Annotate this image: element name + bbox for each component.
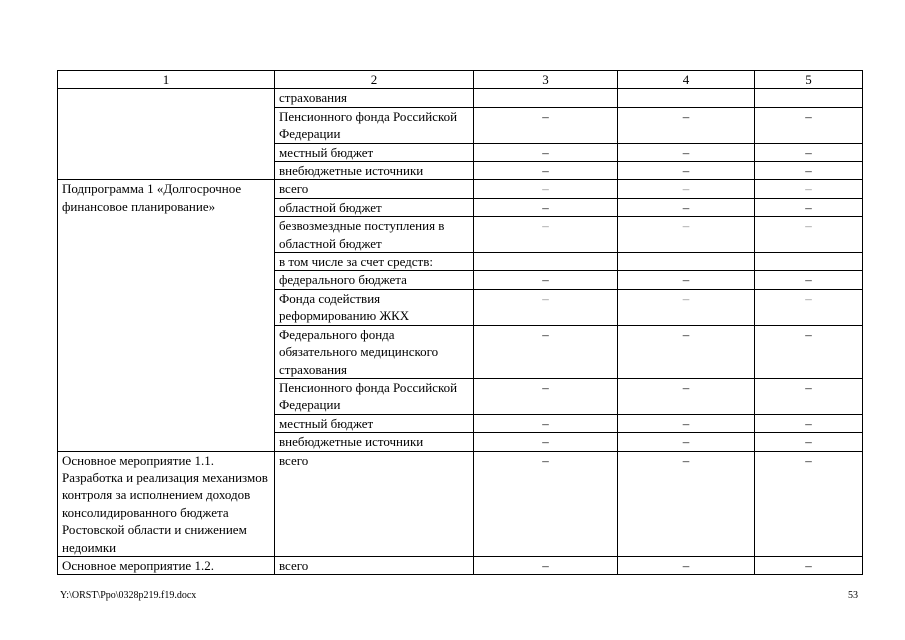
funding-source-cell: федерального бюджета xyxy=(275,271,474,289)
value-cell: – xyxy=(474,556,618,574)
column-header: 2 xyxy=(275,71,474,89)
funding-source-cell: внебюджетные источники xyxy=(275,433,474,451)
value-cell: – xyxy=(474,143,618,161)
value-cell: – xyxy=(755,217,863,253)
value-cell: – xyxy=(755,433,863,451)
value-cell: – xyxy=(755,107,863,143)
value-cell: – xyxy=(755,414,863,432)
value-cell: – xyxy=(755,271,863,289)
funding-source-cell: Пенсионного фонда Российской Федерации xyxy=(275,107,474,143)
program-name-cell: Основное мероприятие 1.1. Разработка и реализация механизмов контроля за исполнением доходов консолидированного бюджета Ростовской области и снижением недоимки xyxy=(58,451,275,556)
value-cell xyxy=(474,253,618,271)
value-cell: – xyxy=(755,325,863,378)
table-row xyxy=(58,89,863,107)
value-cell xyxy=(618,253,755,271)
value-cell: – xyxy=(618,198,755,216)
value-cell xyxy=(755,89,863,107)
budget-table xyxy=(57,70,863,575)
column-header: 1 xyxy=(58,71,275,89)
program-name-cell: Подпрограмма 1 «Долгосрочное финансовое планирование» xyxy=(58,180,275,451)
funding-source-cell: Фонда содействия реформированию ЖКХ xyxy=(275,289,474,325)
funding-source-cell: местный бюджет xyxy=(275,414,474,432)
value-cell: – xyxy=(474,378,618,414)
funding-source-cell: в том числе за счет средств: xyxy=(275,253,474,271)
funding-source-cell: местный бюджет xyxy=(275,143,474,161)
value-cell: – xyxy=(755,198,863,216)
value-cell: – xyxy=(755,180,863,198)
value-cell: – xyxy=(618,378,755,414)
value-cell: – xyxy=(618,325,755,378)
value-cell: – xyxy=(474,433,618,451)
funding-source-cell: внебюджетные источники xyxy=(275,162,474,180)
program-name-cell: Основное мероприятие 1.2. xyxy=(58,556,275,574)
funding-source-cell: Федерального фонда обязательного медицинского страхования xyxy=(275,325,474,378)
value-cell: – xyxy=(755,289,863,325)
value-cell: – xyxy=(474,451,618,556)
footer-file-path: Y:\ORST\Ppo\0328p219.f19.docx xyxy=(60,590,197,601)
value-cell: – xyxy=(755,556,863,574)
funding-source-cell: всего xyxy=(275,180,474,198)
value-cell: – xyxy=(474,107,618,143)
value-cell: – xyxy=(474,271,618,289)
value-cell: – xyxy=(618,143,755,161)
value-cell: – xyxy=(618,556,755,574)
header-row xyxy=(58,71,863,89)
value-cell: – xyxy=(755,162,863,180)
value-cell: – xyxy=(474,180,618,198)
value-cell: – xyxy=(474,325,618,378)
page-number: 53 xyxy=(848,590,858,601)
value-cell: – xyxy=(618,433,755,451)
value-cell: – xyxy=(618,289,755,325)
value-cell: – xyxy=(474,217,618,253)
table-row xyxy=(58,180,863,198)
funding-source-cell: всего xyxy=(275,451,474,556)
value-cell xyxy=(755,253,863,271)
value-cell: – xyxy=(618,451,755,556)
column-header: 4 xyxy=(618,71,755,89)
funding-source-cell: областной бюджет xyxy=(275,198,474,216)
value-cell: – xyxy=(755,143,863,161)
value-cell xyxy=(618,89,755,107)
value-cell: – xyxy=(618,107,755,143)
value-cell: – xyxy=(474,289,618,325)
value-cell: – xyxy=(618,217,755,253)
funding-source-cell: всего xyxy=(275,556,474,574)
value-cell: – xyxy=(618,414,755,432)
table-row xyxy=(58,451,863,556)
funding-source-cell: безвозмездные поступления в областной бюджет xyxy=(275,217,474,253)
value-cell: – xyxy=(474,198,618,216)
funding-source-cell: Пенсионного фонда Российской Федерации xyxy=(275,378,474,414)
value-cell: – xyxy=(474,162,618,180)
program-name-cell xyxy=(58,89,275,180)
value-cell xyxy=(474,89,618,107)
value-cell: – xyxy=(618,180,755,198)
value-cell: – xyxy=(755,378,863,414)
table-row xyxy=(58,556,863,574)
column-header: 3 xyxy=(474,71,618,89)
column-header: 5 xyxy=(755,71,863,89)
funding-source-cell: страхования xyxy=(275,89,474,107)
value-cell: – xyxy=(755,451,863,556)
value-cell: – xyxy=(474,414,618,432)
value-cell: – xyxy=(618,162,755,180)
value-cell: – xyxy=(618,271,755,289)
